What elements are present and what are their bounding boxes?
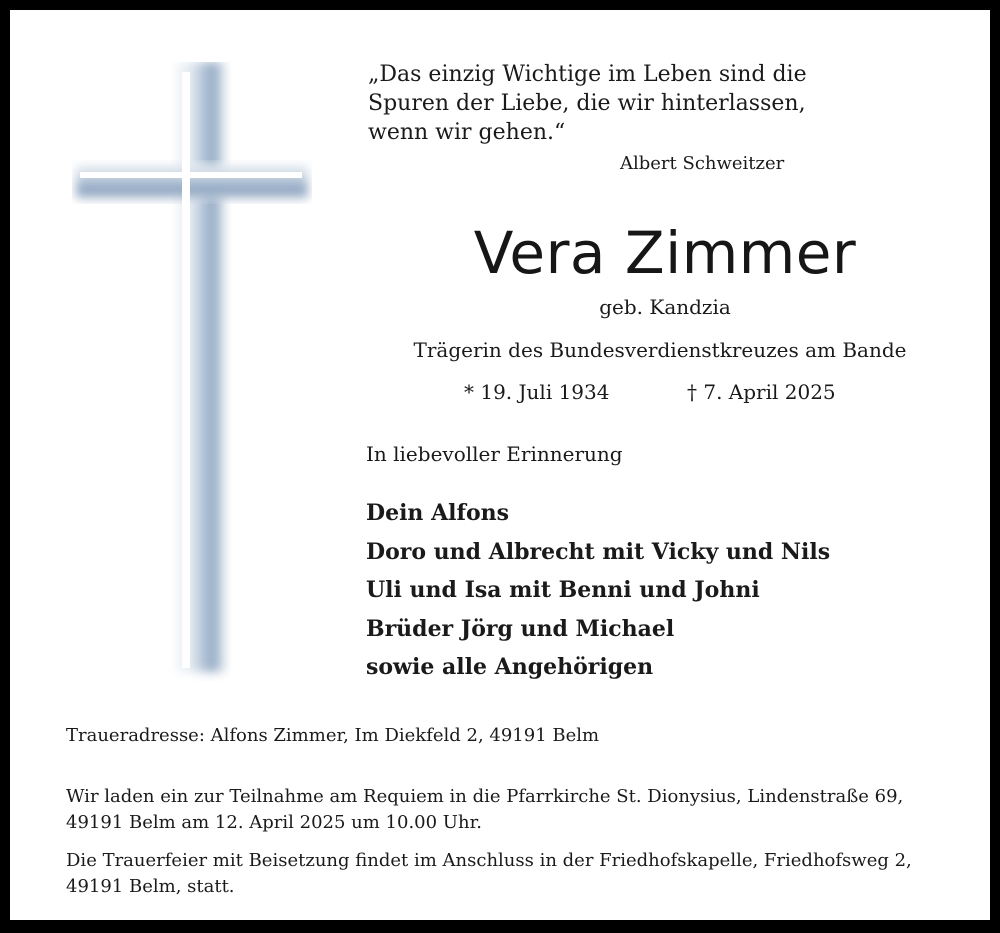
birth-date: * 19. Juli 1934 (464, 380, 610, 404)
mourner-name: Uli und Isa mit Benni und Johni (366, 577, 760, 603)
quote-author: Albert Schweitzer (620, 153, 785, 174)
quote-line: wenn wir gehen.“ (368, 120, 566, 145)
deceased-name: Vera Zimmer (473, 219, 857, 287)
notice-line: Die Trauerfeier mit Beisetzung findet im Anschluss in der Friedhofskapelle, Friedhofsweg 2, (66, 850, 912, 871)
requiem-notice (66, 784, 966, 836)
honor: Trägerin des Bundesverdienstkreuzes am Bande (413, 338, 907, 362)
quote-line: Spuren der Liebe, die wir hinterlassen, (368, 91, 806, 116)
funeral-notice (66, 848, 966, 900)
mourner-name: Doro und Albrecht mit Vicky und Nils (366, 538, 831, 565)
remembrance-line: In liebevoller Erinnerung (366, 442, 623, 466)
mourner-name: Brüder Jörg und Michael (366, 615, 675, 642)
quote-line: „Das einzig Wichtige im Leben sind die (368, 62, 807, 87)
notice-line: Wir laden ein zur Teilnahme am Requiem in die Pfarrkirche St. Dionysius, Lindenstraße 69, (66, 786, 904, 807)
mourning-address: Traueradresse: Alfons Zimmer, Im Diekfeld 2, 49191 Belm (66, 725, 600, 746)
birth-name: geb. Kandzia (599, 295, 731, 319)
notice-line: 49191 Belm, statt. (66, 876, 235, 897)
death-date: † 7. April 2025 (687, 380, 836, 404)
notice-line: 49191 Belm am 12. April 2025 um 10.00 Uhr. (66, 812, 482, 833)
mourners-list (366, 494, 966, 687)
mourner-name: sowie alle Angehörigen (366, 654, 654, 680)
cross-icon (72, 62, 312, 682)
quote (368, 60, 868, 147)
obituary-card (10, 10, 990, 920)
mourner-name: Dein Alfons (366, 500, 510, 526)
